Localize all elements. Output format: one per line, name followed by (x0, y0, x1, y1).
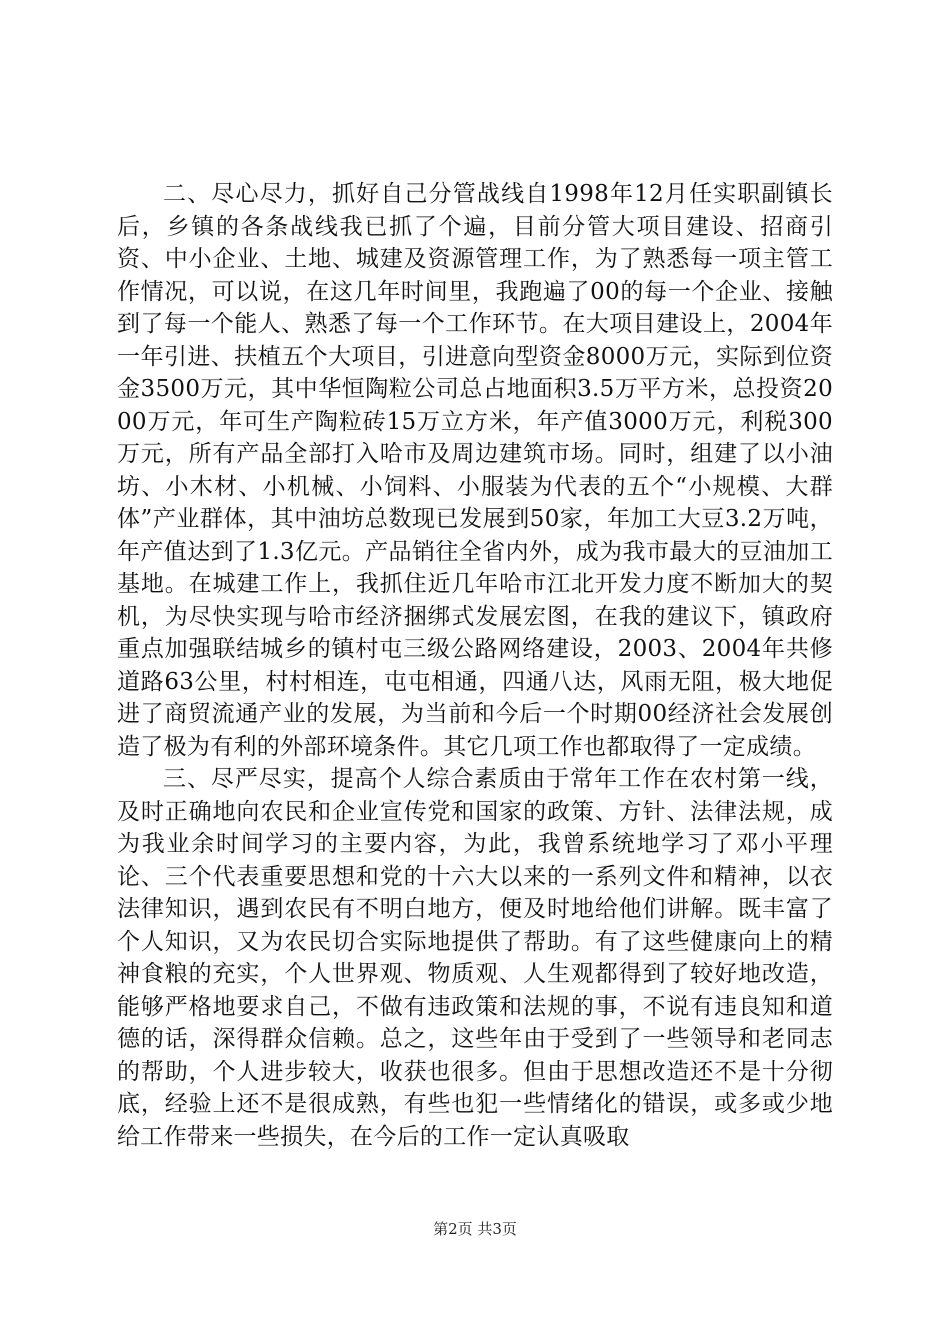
document-body (117, 178, 833, 1153)
page-footer: 第2页 共3页 (433, 1220, 517, 1238)
paragraph-2: 二、尽心尽力，抓好自己分管战线自1998年12月任实职副镇长后，乡镇的各条战线我已抓了个遍，目前分管大项目建设、招商引资、中小企业、土地、城建及资源管理工作，为了熟悉每一项主管工作情况，可以说，在这几年时间里，我跑遍了00的每一个企业、接触到了每一个能人、熟悉了每一个工作环节。在大项目建设上，2004年一年引进、扶植五个大项目，引进意向型资金8000万元，实际到位资金3500万元，其中华恒陶粒公司总占地面积3.5万平方米，总投资2000万元，年可生产陶粒砖15万立方米，年产值3000万元，利税300万元，所有产品全部打入哈市及周边建筑市场。同时，组建了以小油坊、小木材、小机械、小饲料、小服装为代表的五个“小规模、大群体”产业群体，其中油坊总数现已发展到50家，年加工大豆3.2万吨，年产值达到了1.3亿元。产品销往全省内外，成为我市最大的豆油加工基地。在城建工作上，我抓住近几年哈市江北开发力度不断加大的契机，为尽快实现与哈市经济捆绑式发展宏图，在我的建议下，镇政府重点加强联结城乡的镇村屯三级公路网络建设，2003、2004年共修道路63公里，村村相连，屯屯相通，四通八达，风雨无阻，极大地促进了商贸流通产业的发展，为当前和今后一个时期00经济社会发展创造了极为有利的外部环境条件。其它几项工作也都取得了一定成绩。 (117, 181, 833, 760)
paragraph-3: 三、尽严尽实，提高个人综合素质由于常年工作在农村第一线，及时正确地向农民和企业宣传党和国家的政策、方针、法律法规，成为我业余时间学习的主要内容，为此，我曾系统地学习了邓小平理论、三个代表重要思想和党的十六大以来的一系列文件和精神，以衣法律知识，遇到农民有不明白地方，便及时地给他们讲解。既丰富了个人知识，又为农民切合实际地提供了帮助。有了这些健康向上的精神食粮的充实，个人世界观、物质观、人生观都得到了较好地改造，能够严格地要求自己，不做有违政策和法规的事，不说有违良知和道德的话，深得群众信赖。总之，这些年由于受到了一些领导和老同志的帮助，个人进步较大，收获也很多。但由于思想改造还不是十分彻底，经验上还不是很成熟，有些也犯一些情绪化的错误，或多或少地给工作带来一些损失，在今后的工作一定认真吸取 (117, 766, 833, 1150)
